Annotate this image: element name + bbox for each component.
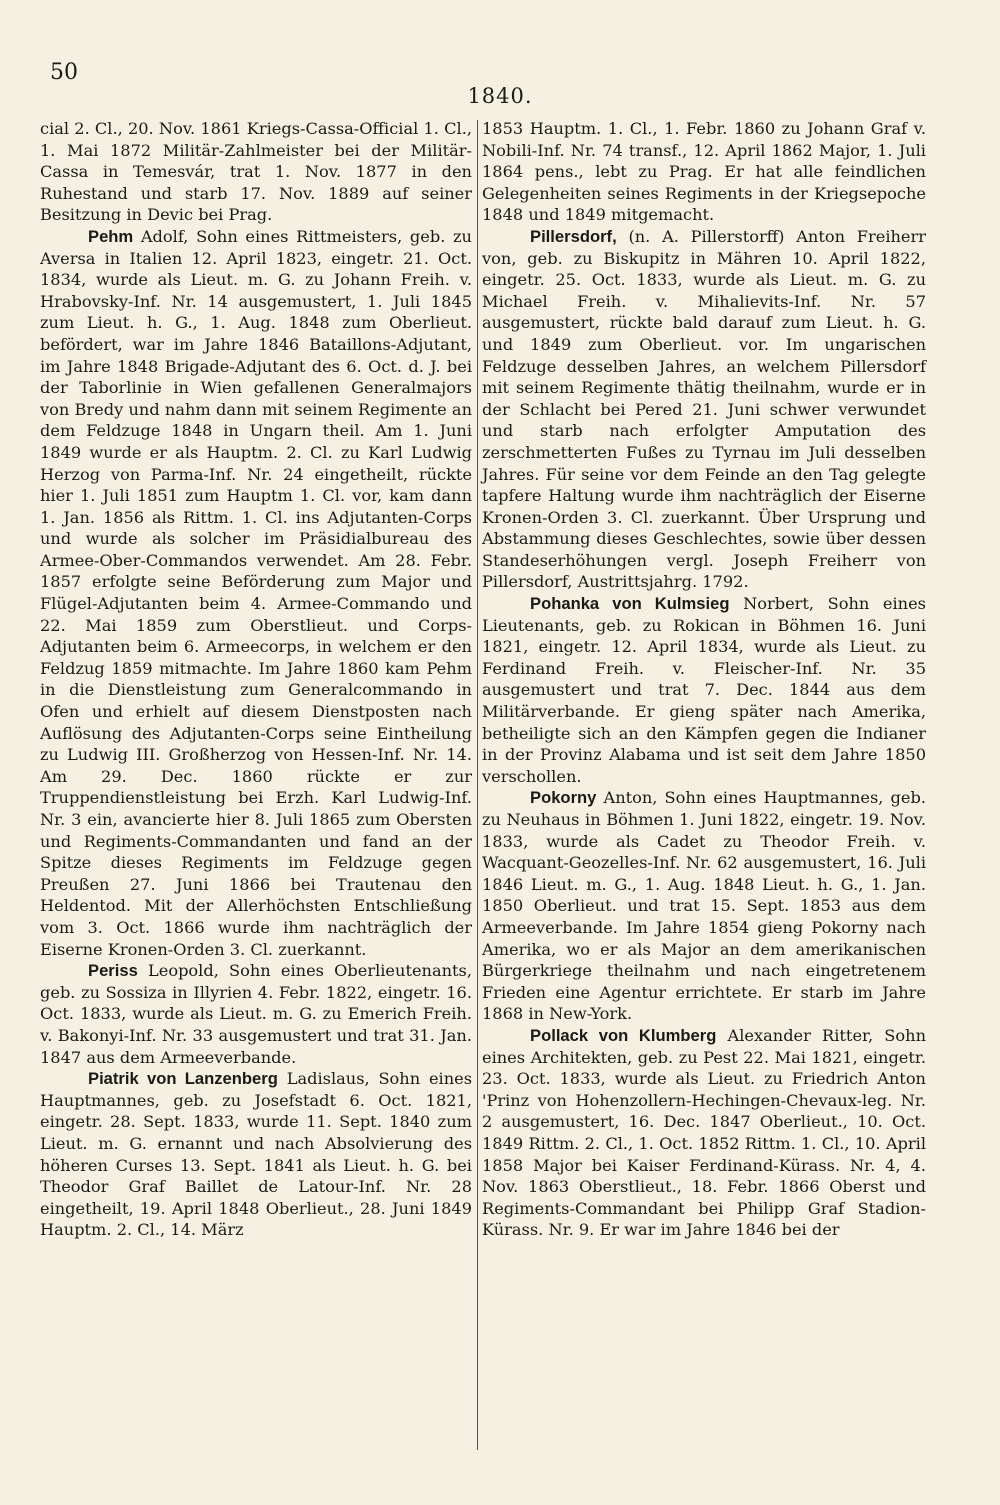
- running-header-year: 1840.: [467, 84, 533, 108]
- biography-entry-pillersdorf: [482, 226, 926, 593]
- entry-name: Periss: [88, 961, 138, 981]
- entry-name: Pokorny: [530, 788, 597, 808]
- biography-entry-pehm: [40, 226, 472, 960]
- entry-name: Pillersdorf,: [530, 226, 617, 246]
- continuation-text: 1853 Hauptm. 1. Cl., 1. Febr. 1860 zu Johann Graf v. Nobili-Inf. Nr. 74 transf., 12. April 1862 Major, 1. Juli 1864 pens., lebt zu Prag. Er hat alle feindlichen Gelegenheiten seines Regiments in der Kriegsepoche 1848 und 1849 mitgemacht.: [482, 119, 926, 225]
- left-column: [40, 118, 472, 1241]
- entry-text: Norbert, Sohn eines Lieutenants, geb. zu Rokican in Böhmen 16. Juni 1821, eingetr. 12. April 1834, wurde als Lieut. zu Ferdinand Freih. v. Fleischer-Inf. Nr. 35 ausgemustert und trat 7. Dec. 1844 aus dem Militärverbande. Er gieng später nach Amerika, betheiligte sich an den Kämpfen gegen die Indianer in der Provinz Alabama und ist seit dem Jahre 1850 verschollen.: [482, 594, 926, 786]
- continuation-text: cial 2. Cl., 20. Nov. 1861 Kriegs-Cassa-Official 1. Cl., 1. Mai 1872 Militär-Zahlmeister bei der Militär-Cassa in Temesvár, trat 1. Nov. 1877 in den Ruhestand und starb 17. Nov. 1889 auf seiner Besitzung in Devic bei Prag.: [40, 119, 472, 225]
- biography-entry-pollack: [482, 1025, 926, 1241]
- entry-name: Pehm: [88, 226, 134, 246]
- entry-text: (n. A. Pillerstorff) Anton Freiherr von, geb. zu Biskupitz in Mähren 10. April 1822, eingetr. 25. Oct. 1833, wurde als Lieut. m. G. zu Michael Freih. v. Mihalievits-Inf. Nr. 57 ausgemustert, rückte bald darauf zum Lieut. h. G. und 1849 zum Oberlieut. vor. Im ungarischen Feldzuge desselben Jahres, an welchem Pillersdorf mit seinem Regimente thätig theilnahm, wurde er in der Schlacht bei Pered 21. Juni schwer verwundet und starb nach erfolgter Amputation des zerschmetterten Fußes zu Tyrnau im Juli desselben Jahres. Für seine vor dem Feinde an den Tag gelegte tapfere Haltung wurde ihm nachträglich der Eiserne Kronen-Orden 3. Cl. zuerkannt. Über Ursprung und Abstammung dieses Geschlechtes, sowie über dessen Standeserhöhungen vergl. Joseph Freiherr von Pillersdorf, Austrittsjahrg. 1792.: [482, 226, 926, 592]
- entry-name: Pohanka von Kulmsieg: [530, 594, 730, 614]
- page-number: 50: [50, 60, 78, 85]
- entry-name: Piatrik von Lanzenberg: [88, 1069, 278, 1089]
- entry-text: Alexander Ritter, Sohn eines Architekten, geb. zu Pest 22. Mai 1821, eingetr. 23. Oct. 1833, wurde als Lieut. zu Friedrich Anton 'Prinz von Hohenzollern-Hechingen-Chevaux-leg. Nr. 2 ausgemustert, 16. Dec. 1847 Oberlieut., 10. Oct. 1849 Rittm. 2. Cl., 1. Oct. 1852 Rittm. 1. Cl., 10. April 1858 Major bei Kaiser Ferdinand-Kürass. Nr. 4, 4. Nov. 1863 Oberstlieut., 18. Febr. 1866 Oberst und Regiments-Commandant bei Philipp Graf Stadion-Kürass. Nr. 9. Er war im Jahre 1846 bei der: [482, 1025, 926, 1240]
- entry-name: Pollack von Klumberg: [530, 1025, 717, 1045]
- entry-text: Leopold, Sohn eines Oberlieutenants, geb. zu Sossiza in Illyrien 4. Febr. 1822, eingetr. 16. Oct. 1833, wurde als Lieut. m. G. zu Emerich Freih. v. Bakonyi-Inf. Nr. 33 ausgemustert und trat 31. Jan. 1847 aus dem Armeeverbande.: [40, 961, 472, 1067]
- biography-entry-pohanka: [482, 593, 926, 787]
- entry-text: Adolf, Sohn eines Rittmeisters, geb. zu Aversa in Italien 12. April 1823, eingetr. 21. Oct. 1834, wurde als Lieut. m. G. zu Johann Freih. v. Hrabovsky-Inf. Nr. 14 ausgemustert, 1. Juli 1845 zum Lieut. h. G., 1. Aug. 1848 zum Oberlieut. befördert, war im Jahre 1846 Bataillons-Adjutant, im Jahre 1848 Brigade-Adjutant des 6. Oct. d. J. bei der Taborlinie in Wien gefallenen Generalmajors von Bredy und nahm dann mit seinem Regimente an dem Feldzuge 1848 in Ungarn theil. Am 1. Juni 1849 wurde er als Hauptm. 2. Cl. zu Karl Ludwig Herzog von Parma-Inf. Nr. 24 eingetheilt, rückte hier 1. Juli 1851 zum Hauptm 1. Cl. vor, kam dann 1. Jan. 1856 als Rittm. 1. Cl. ins Adjutanten-Corps und wurde als solcher im Präsidialbureau des Armee-Ober-Commandos verwendet. Am 28. Febr. 1857 erfolgte seine Beförderung zum Major und Flügel-Adjutanten beim 4. Armee-Commando und 22. Mai 1859 zum Oberstlieut. und Corps-Adjutanten beim 6. Armeecorps, in welchem er den Feldzug 1859 mitmachte. Im Jahre 1860 kam Pehm in die Dienstleistung zum Generalcommando in Ofen und erhielt auf diesem Dienstposten nach Auflösung des Adjutanten-Corps seine Eintheilung zu Ludwig III. Großherzog von Hessen-Inf. Nr. 14. Am 29. Dec. 1860 rückte er zur Truppendienstleistung bei Erzh. Karl Ludwig-Inf. Nr. 3 ein, avancierte hier 8. Juli 1865 zum Obersten und Regiments-Commandanten und fand an der Spitze dieses Regiments im Feldzuge gegen Preußen 27. Juni 1866 bei Trautenau den Heldentod. Mit der Allerhöchsten Entschließung vom 3. Oct. 1866 wurde ihm nachträglich der Eiserne Kronen-Orden 3. Cl. zuerkannt.: [40, 226, 472, 959]
- biography-entry-piatrik: [40, 1068, 472, 1241]
- entry-text: Anton, Sohn eines Hauptmannes, geb. zu Neuhaus in Böhmen 1. Juni 1822, eingetr. 19. Nov. 1833, wurde als Cadet zu Theodor Freih. v. Wacquant-Geozelles-Inf. Nr. 62 ausgemustert, 16. Juli 1846 Lieut. m. G., 1. Aug. 1848 Lieut. h. G., 1. Jan. 1850 Oberlieut. und trat 15. Sept. 1853 aus dem Armeeverbande. Im Jahre 1854 gieng Pokorny nach Amerika, wo er als Major an dem amerikanischen Bürgerkriege theilnahm und nach eingetretenem Frieden eine Agentur errichtete. Er starb im Jahre 1868 in New-York.: [482, 788, 926, 1024]
- entry-text: Ladislaus, Sohn eines Hauptmannes, geb. zu Josefstadt 6. Oct. 1821, eingetr. 28. Sept. 1833, wurde 11. Sept. 1840 zum Lieut. m. G. ernannt und nach Absolvierung des höheren Curses 13. Sept. 1841 als Lieut. h. G. bei Theodor Graf Baillet de Latour-Inf. Nr. 28 eingetheilt, 19. April 1848 Oberlieut., 28. Juni 1849 Hauptm. 2. Cl., 14. März: [40, 1069, 473, 1240]
- right-column: [482, 118, 926, 1241]
- column-divider: [477, 120, 478, 1450]
- biography-entry-periss: [40, 960, 472, 1068]
- biography-entry-pokorny: [482, 787, 926, 1025]
